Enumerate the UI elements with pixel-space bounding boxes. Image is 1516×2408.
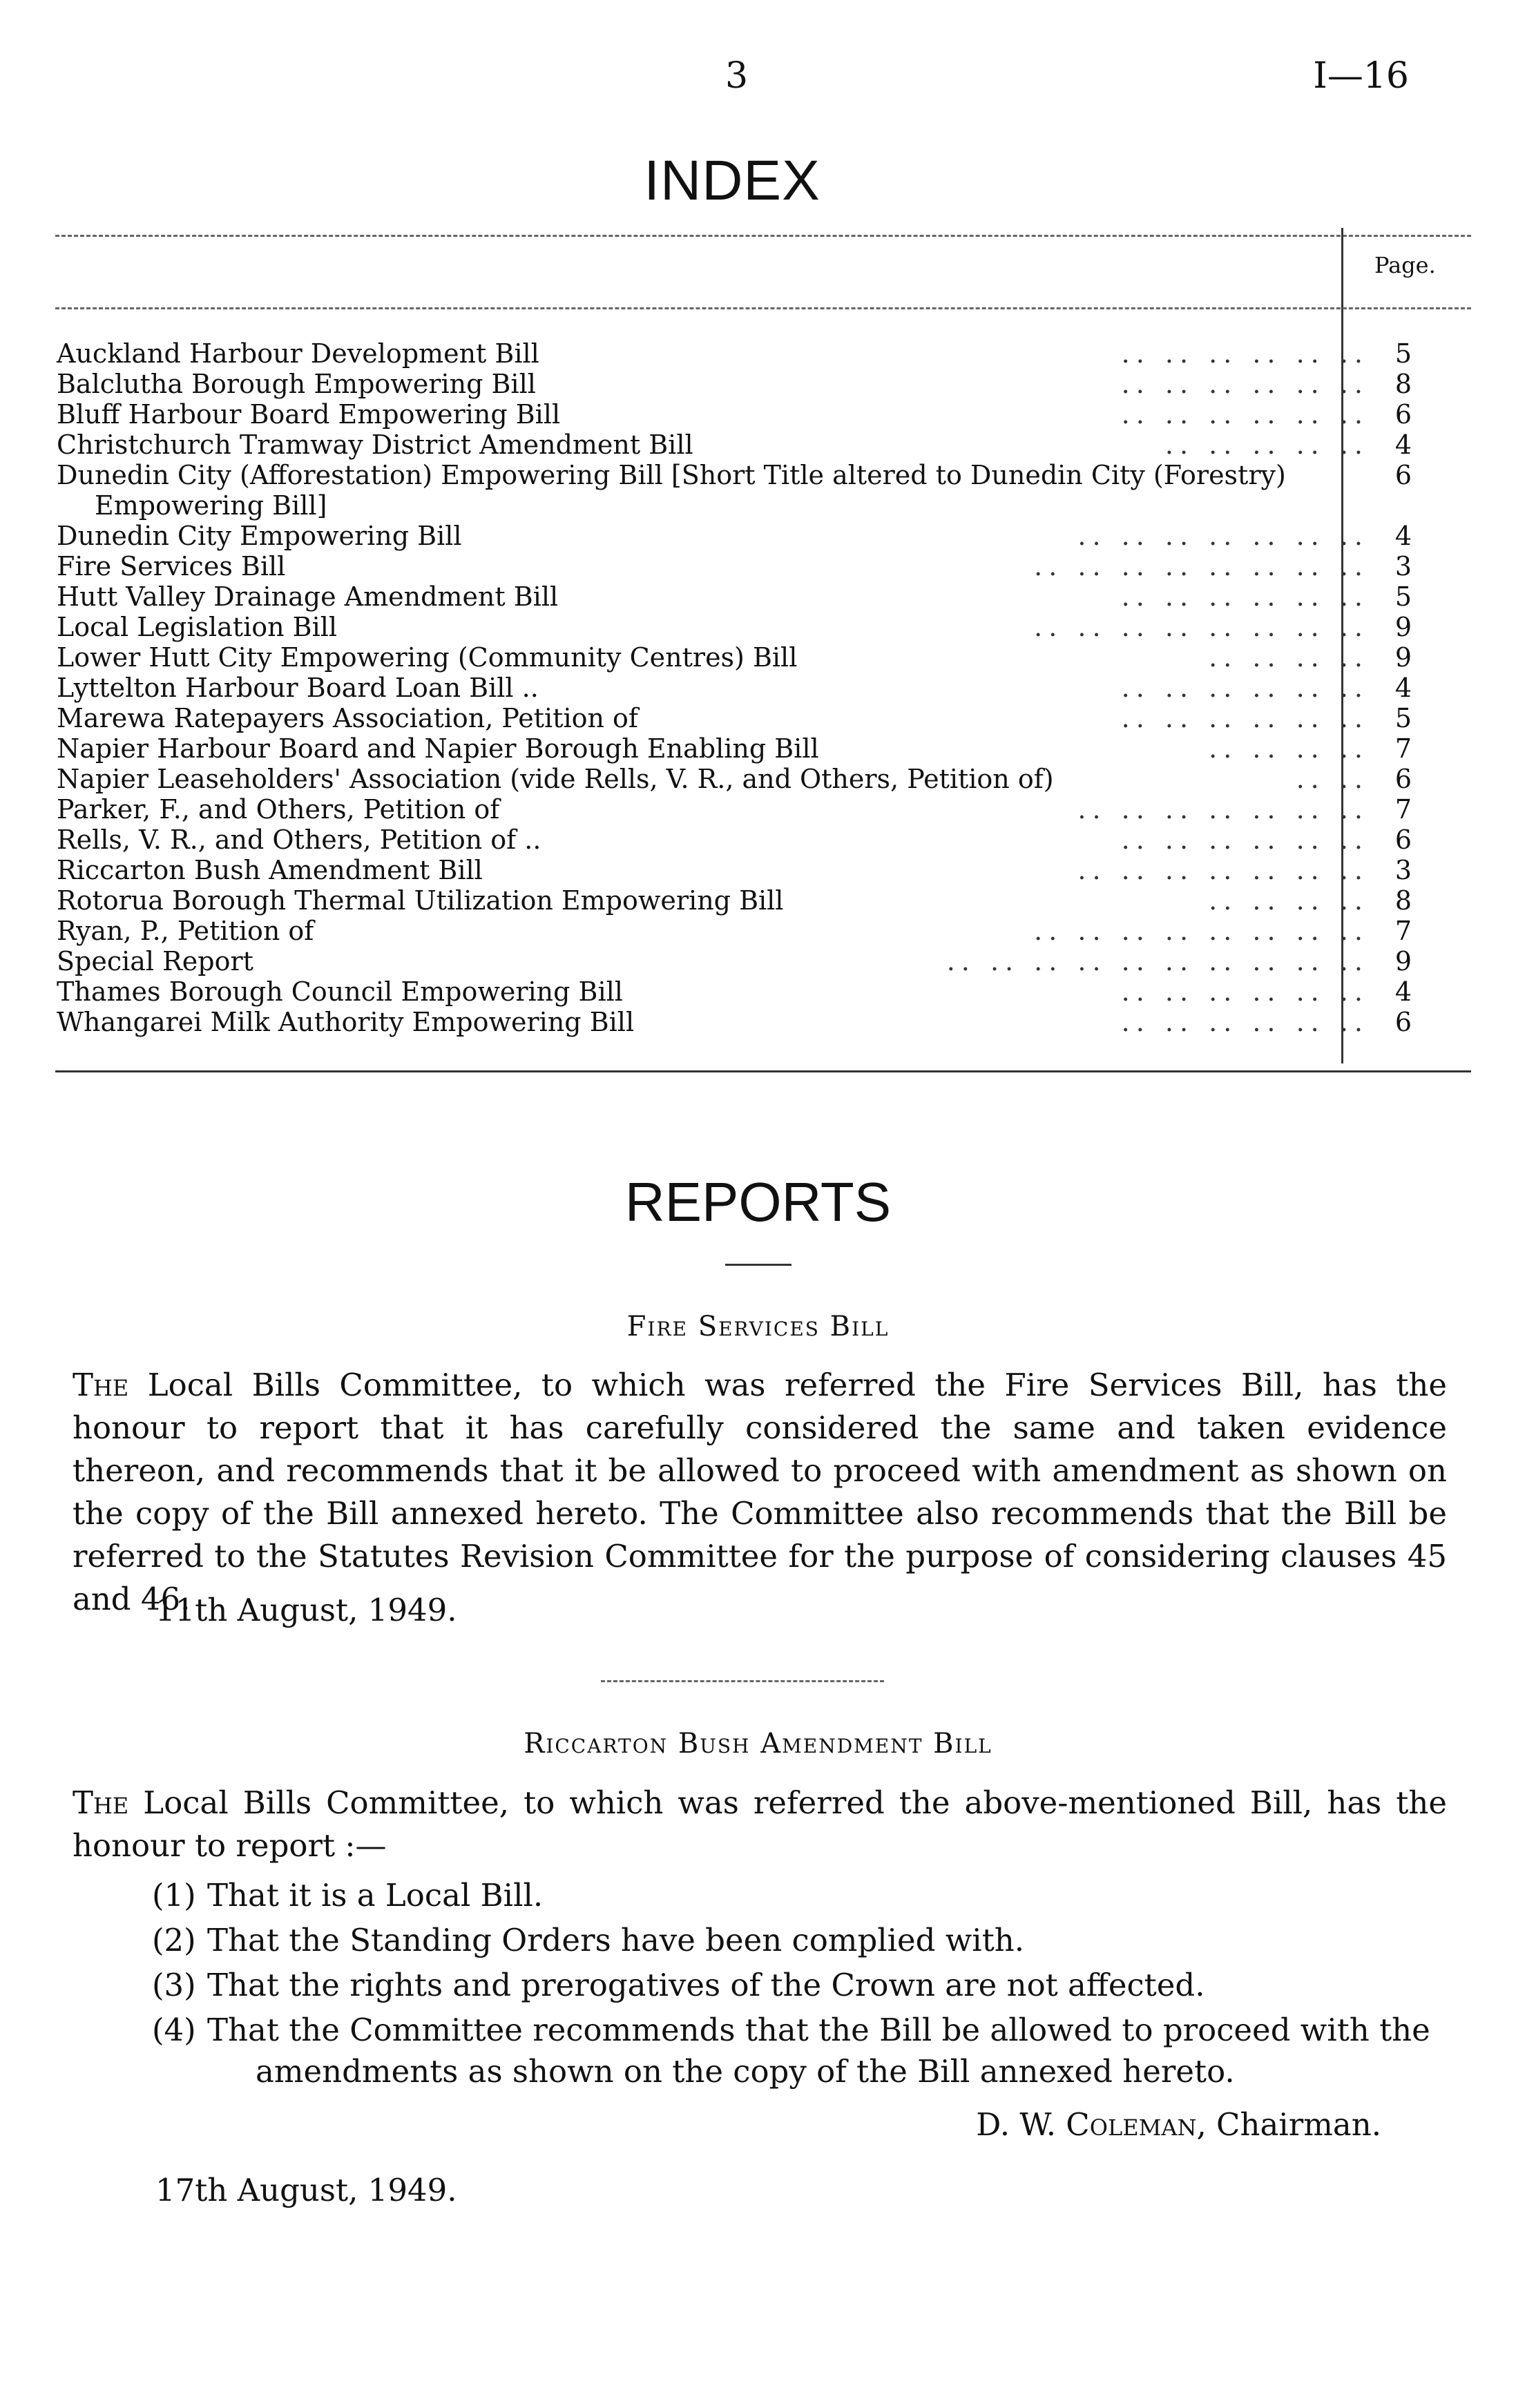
index-page-number: 4 — [1394, 521, 1412, 551]
page-column-header: Page. — [1374, 252, 1436, 278]
section-divider — [601, 1680, 884, 1682]
index-entry: Bluff Harbour Board Empowering Bill .. .. .. .. .. .. 6 — [57, 399, 1479, 430]
document-reference: I—16 — [1313, 55, 1409, 97]
chairman-signature: D. W. Coleman, Chairman. — [976, 2106, 1381, 2143]
index-entry: Christchurch Tramway District Amendment Bill .. .. .. .. .. 4 — [57, 430, 1479, 460]
index-page-number: 9 — [1394, 642, 1412, 673]
index-page-number: 3 — [1394, 551, 1412, 581]
index-page-number: 8 — [1394, 885, 1412, 916]
index-entry: Rells, V. R., and Others, Petition of .. .. .. .. .. .. .. 6 — [57, 825, 1479, 855]
fire-services-heading: Fire Services Bill — [626, 1311, 890, 1342]
index-page-number: 9 — [1394, 612, 1412, 642]
index-entry: Lower Hutt City Empowering (Community Centres) Bill .. .. .. .. 9 — [57, 642, 1479, 673]
index-entry: Local Legislation Bill .. .. .. .. .. .. .. .. 9 — [57, 612, 1479, 642]
index-entry: Ryan, P., Petition of .. .. .. .. .. .. .. .. 7 — [57, 916, 1479, 946]
index-title: INDEX — [644, 149, 821, 212]
index-entry: Thames Borough Council Empowering Bill .. .. .. .. .. .. 4 — [57, 976, 1479, 1007]
page-header — [0, 55, 1516, 104]
index-entry: Marewa Ratepayers Association, Petition of .. .. .. .. .. .. 5 — [57, 703, 1479, 733]
reports-title: REPORTS — [624, 1171, 892, 1233]
index-page-number: 5 — [1394, 338, 1412, 369]
fire-services-report-text: The Local Bills Committee, to which was referred the Fire Services Bill, has the honour to report that it has carefully considered the same and taken evidence thereon, and recommends that it be allowed to proceed with amendment as shown on the copy of the Bill annexed hereto. The Committee also recommends that the Bill be referred to the Statutes Revision Committee for the purpose of considering clauses 45 and 46. — [73, 1367, 1447, 1617]
index-entry: Parker, F., and Others, Petition of .. .. .. .. .. .. .. 7 — [57, 794, 1479, 825]
index-entry: Auckland Harbour Development Bill .. .. .. .. .. .. 5 — [57, 338, 1479, 369]
index-entry: Napier Leaseholders' Association (vide Rells, V. R., and Others, Petition of) .. .. 6 — [57, 764, 1479, 794]
index-entry: Dunedin City Empowering Bill .. .. .. .. .. .. .. 4 — [57, 521, 1479, 551]
index-page-number: 4 — [1394, 673, 1412, 703]
riccarton-heading: Riccarton Bush Amendment Bill — [524, 1728, 992, 1760]
index-top-rule — [55, 235, 1471, 237]
index-page-number: 6 — [1394, 399, 1412, 430]
index-page-number: 5 — [1394, 703, 1412, 733]
riccarton-report-text: The Local Bills Committee, to which was referred the above-mentioned Bill, has the honour to report :— — [73, 1784, 1447, 1864]
index-page-number: 6 — [1394, 764, 1412, 794]
riccarton-report-date: 17th August, 1949. — [155, 2172, 457, 2208]
index-entry: Rotorua Borough Thermal Utilization Empowering Bill .. .. .. .. 8 — [57, 885, 1479, 916]
index-entry: Fire Services Bill .. .. .. .. .. .. .. .. 3 — [57, 551, 1479, 581]
index-entry: Special Report .. .. .. .. .. .. .. .. .. .. 9 — [57, 946, 1479, 976]
index-entry-continuation: Empowering Bill] — [95, 490, 327, 521]
index-page-number: 9 — [1394, 946, 1412, 976]
reports-title-rule — [725, 1264, 791, 1266]
index-entry: Dunedin City (Afforestation) Empowering Bill [Short Title altered to Dunedin City (Forestry) 6 — [57, 460, 1479, 490]
index-page-number: 4 — [1394, 430, 1412, 460]
index-page-number: 5 — [1394, 581, 1412, 612]
report-item: (1) That it is a Local Bill. — [152, 1877, 544, 1914]
index-page-number: 7 — [1394, 916, 1412, 946]
report-item: (2) That the Standing Orders have been complied with. — [152, 1922, 1025, 1958]
index-page-number: 6 — [1394, 825, 1412, 855]
fire-services-report-date: 11th August, 1949. — [155, 1592, 457, 1628]
index-entry: Balclutha Borough Empowering Bill .. .. .. .. .. .. 8 — [57, 369, 1479, 399]
index-page-number: 7 — [1394, 733, 1412, 764]
index-page-number: 8 — [1394, 369, 1412, 399]
index-entry: Whangarei Milk Authority Empowering Bill .. .. .. .. .. .. 6 — [57, 1007, 1479, 1037]
report-item: (4) That the Committee recommends that the Bill be allowed to proceed with the amendments as shown on the copy of the Bill annexed hereto. — [152, 2012, 1430, 2090]
index-entry: Riccarton Bush Amendment Bill .. .. .. .. .. .. .. 3 — [57, 855, 1479, 885]
index-page-number: 7 — [1394, 794, 1412, 825]
index-entry: Lyttelton Harbour Board Loan Bill .. .. .. .. .. .. .. 4 — [57, 673, 1479, 703]
index-bottom-rule — [55, 1070, 1471, 1072]
index-page-number: 4 — [1394, 976, 1412, 1007]
index-page-number: 3 — [1394, 855, 1412, 885]
index-entry: Hutt Valley Drainage Amendment Bill .. .. .. .. .. .. 5 — [57, 581, 1479, 612]
index-page-number: 6 — [1394, 460, 1412, 490]
index-entry: Napier Harbour Board and Napier Borough Enabling Bill .. .. .. .. 7 — [57, 733, 1479, 764]
page-number: 3 — [725, 55, 749, 97]
index-header-rule — [55, 307, 1471, 309]
index-page-number: 6 — [1394, 1007, 1412, 1037]
report-item: (3) That the rights and prerogatives of the Crown are not affected. — [152, 1967, 1205, 2003]
index-list — [57, 338, 1479, 1037]
